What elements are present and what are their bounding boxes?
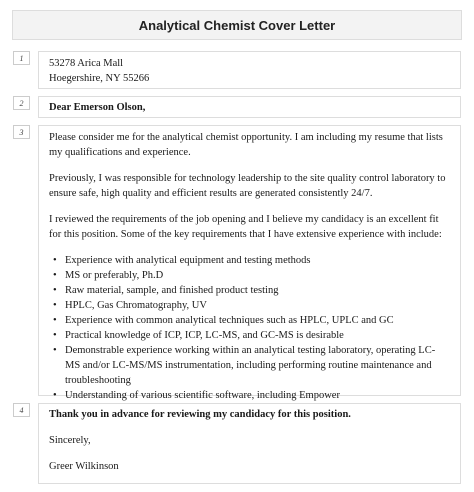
address-line-2: Hoegershire, NY 55266	[49, 73, 150, 84]
list-item: • HPLC, Gas Chromatography, UV	[49, 298, 450, 313]
list-item: • Experience with common analytical techniques such as HPLC, UPLC and GC	[49, 313, 450, 328]
body-paragraph-2: Previously, I was responsible for technology leadership to the site quality control laboratory to ensure safe, high quality and efficient results are generated consistently 24/7.	[49, 173, 446, 199]
body-paragraph-3: I reviewed the requirements of the job opening and I believe my candidacy is an excellent fit for this position. Some of the key requirements that I have extensive experience with include:	[49, 214, 442, 240]
list-item: • Practical knowledge of ICP, ICP, LC-MS, and GC-MS is desirable	[49, 328, 450, 343]
section-body	[38, 125, 461, 401]
section-closing	[38, 403, 461, 484]
section-greeting	[38, 96, 461, 118]
greeting: Dear Emerson Olson,	[49, 102, 146, 113]
section-number-3: 3	[13, 125, 30, 139]
document-title-bar	[12, 10, 462, 40]
signoff: Sincerely,	[49, 435, 91, 446]
body-paragraph-1: Please consider me for the analytical chemist opportunity. I am including my resume that lists my qualifications and experience.	[49, 132, 443, 158]
list-item: • Experience with analytical equipment and testing methods	[49, 253, 450, 268]
list-item: • MS or preferably, Ph.D	[49, 268, 450, 283]
list-item: • Demonstrable experience working within an analytical testing laboratory, operating LC-MS and/or LC-MS/MS instrumentation, including performing routine maintenance and troubleshooting	[49, 343, 450, 388]
section-number-2: 2	[13, 96, 30, 110]
address-line-1: 53278 Arica Mall	[49, 58, 124, 69]
document-title: Analytical Chemist Cover Letter	[138, 17, 336, 33]
section-number-4: 4	[13, 403, 30, 417]
list-item: • Raw material, sample, and finished product testing	[49, 283, 450, 298]
requirements-list	[49, 253, 450, 403]
section-address	[38, 51, 461, 89]
thanks-line: Thank you in advance for reviewing my candidacy for this position.	[49, 409, 351, 420]
section-number-1: 1	[13, 51, 30, 65]
list-item: • Understanding of various scientific software, including Empower	[49, 388, 450, 403]
signature-name: Greer Wilkinson	[49, 461, 119, 472]
